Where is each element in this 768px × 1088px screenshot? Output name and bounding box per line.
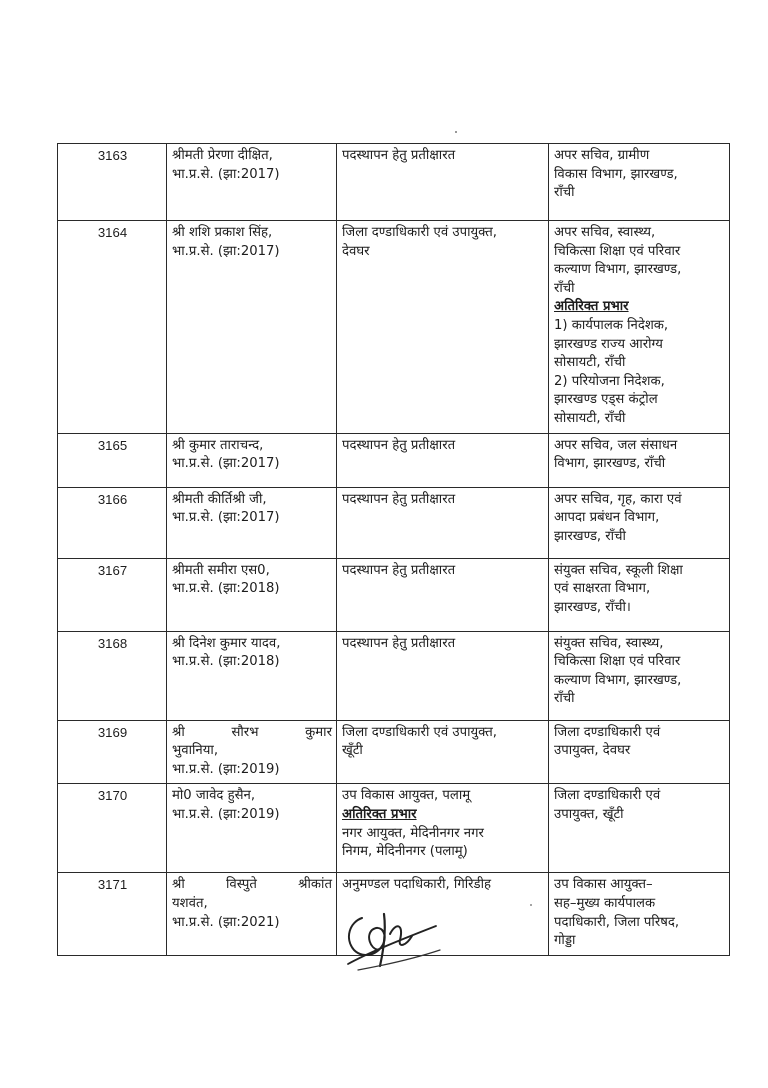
order-number-cell: 3168 xyxy=(58,631,167,720)
table-row xyxy=(58,144,730,221)
table-row xyxy=(58,487,730,558)
current-posting-cell xyxy=(337,221,549,434)
officer-name-cell xyxy=(167,433,337,487)
current-posting-line: उप विकास आयुक्त, पलामू xyxy=(342,788,471,804)
officer-name-line: श्री शशि प्रकाश सिंह, xyxy=(172,225,273,240)
current-posting-line: जिला दण्डाधिकारी एवं उपायुक्त, xyxy=(342,724,497,740)
current-posting-line: पदस्थापन हेतु प्रतीक्षारत xyxy=(342,437,456,453)
officer-name-line: भा.प्र.से. (झा:2017) xyxy=(172,243,280,259)
officer-name-justified-line xyxy=(172,876,332,895)
new-posting-cell xyxy=(549,221,730,434)
current-posting-line: पदस्थापन हेतु प्रतीक्षारत xyxy=(342,635,456,651)
officer-name-justified-line xyxy=(172,724,332,743)
new-posting-line: विकास विभाग, झारखण्ड, xyxy=(554,166,678,182)
new-posting-line: झारखण्ड, राँची xyxy=(554,528,626,544)
new-posting-line: संयुक्त सचिव, स्वास्थ्य, xyxy=(554,635,664,651)
current-posting-line: अनुमण्डल पदाधिकारी, गिरिडीह xyxy=(342,877,492,893)
officer-name-line: श्रीमती कीर्तिश्री जी, xyxy=(172,491,267,507)
new-posting-cell xyxy=(549,144,730,221)
new-posting-line: कल्याण विभाग, झारखण्ड, xyxy=(554,672,682,688)
officer-name-line: यशवंत, xyxy=(172,895,208,911)
new-posting-line: राँची xyxy=(554,185,575,201)
table-row xyxy=(58,720,730,784)
additional-charge-line: झारखण्ड राज्य आरोग्य xyxy=(554,336,663,352)
current-posting-cell xyxy=(337,558,549,631)
order-number-cell: 3170 xyxy=(58,784,167,873)
current-posting-cell xyxy=(337,784,549,873)
order-number-cell: 3169 xyxy=(58,720,167,784)
officer-name-line: भा.प्र.से. (झा:2019) xyxy=(172,806,280,822)
new-posting-line: उपायुक्त, खूँटी xyxy=(554,806,624,822)
new-posting-line: चिकित्सा शिक्षा एवं परिवार xyxy=(554,243,681,259)
officer-name-line: श्री कुमार ताराचन्द, xyxy=(172,437,264,453)
new-posting-line: अपर सचिव, जल संसाधन xyxy=(554,437,678,453)
officer-name-line: श्री दिनेश कुमार यादव, xyxy=(172,635,281,651)
current-posting-line: देवघर xyxy=(342,243,370,259)
officer-name-line: मो0 जावेद हुसैन, xyxy=(172,788,256,804)
new-posting-line: जिला दण्डाधिकारी एवं xyxy=(554,788,661,804)
new-posting-cell xyxy=(549,433,730,487)
current-posting-line: पदस्थापन हेतु प्रतीक्षारत xyxy=(342,491,456,507)
table-row xyxy=(58,433,730,487)
new-posting-line: संयुक्त सचिव, स्कूली शिक्षा xyxy=(554,562,683,578)
officer-name-line: भुवानिया, xyxy=(172,743,219,759)
table-row xyxy=(58,631,730,720)
officer-name-line: भा.प्र.से. (झा:2021) xyxy=(172,914,280,930)
officer-name-cell xyxy=(167,221,337,434)
new-posting-cell xyxy=(549,784,730,873)
order-number-cell: 3166 xyxy=(58,487,167,558)
additional-charge-line: 1) कार्यपालक निदेशक, xyxy=(554,317,669,333)
scan-speck xyxy=(455,131,457,133)
new-posting-line: राँची xyxy=(554,280,575,296)
new-posting-line: विभाग, झारखण्ड, राँची xyxy=(554,456,666,472)
officer-name-cell xyxy=(167,558,337,631)
officer-name-word: विस्पुते xyxy=(226,877,257,893)
officer-name-cell xyxy=(167,784,337,873)
current-posting-cell xyxy=(337,487,549,558)
current-posting-line: पदस्थापन हेतु प्रतीक्षारत xyxy=(342,562,456,578)
table-row xyxy=(58,221,730,434)
officer-name-line: भा.प्र.से. (झा:2017) xyxy=(172,456,280,472)
officer-name-word: श्री xyxy=(172,724,185,740)
new-posting-line: आपदा प्रबंधन विभाग, xyxy=(554,510,660,526)
new-posting-line: अपर सचिव, ग्रामीण xyxy=(554,148,650,163)
officer-name-cell xyxy=(167,631,337,720)
officer-name-line: भा.प्र.से. (झा:2017) xyxy=(172,166,280,182)
new-posting-cell xyxy=(549,873,730,955)
current-posting-cell xyxy=(337,433,549,487)
additional-charge-line: नगर आयुक्त, मेदिनीनगर नगर xyxy=(342,825,484,841)
officer-name-line: श्रीमती प्रेरणा दीक्षित, xyxy=(172,148,273,163)
officer-name-word: श्री xyxy=(172,877,185,893)
order-number-cell: 3163 xyxy=(58,144,167,221)
additional-charge-line: झारखण्ड एड्स कंट्रोल xyxy=(554,392,658,408)
officer-name-word: कुमार xyxy=(305,724,332,740)
officer-name-word: सौरभ xyxy=(231,724,259,740)
order-number-cell: 3165 xyxy=(58,433,167,487)
signature-image xyxy=(340,900,450,980)
officer-name-cell xyxy=(167,144,337,221)
new-posting-line: सह–मुख्य कार्यपालक xyxy=(554,895,656,911)
officer-name-cell xyxy=(167,873,337,955)
table-row xyxy=(58,558,730,631)
officer-name-line: भा.प्र.से. (झा:2018) xyxy=(172,581,280,597)
new-posting-cell xyxy=(549,558,730,631)
posting-orders-table xyxy=(57,143,730,956)
officer-name-word: श्रीकांत xyxy=(298,877,332,893)
additional-charge-line: 2) परियोजना निदेशक, xyxy=(554,373,665,389)
officer-name-line: भा.प्र.से. (झा:2018) xyxy=(172,654,280,670)
table-row xyxy=(58,784,730,873)
officer-name-cell xyxy=(167,487,337,558)
new-posting-line: उपायुक्त, देवघर xyxy=(554,743,631,759)
new-posting-cell xyxy=(549,720,730,784)
additional-charge-line: सोसायटी, राँची xyxy=(554,410,626,426)
new-posting-line: चिकित्सा शिक्षा एवं परिवार xyxy=(554,654,681,670)
additional-charge-heading: अतिरिक्त प्रभार xyxy=(554,299,629,315)
new-posting-line: उप विकास आयुक्त– xyxy=(554,877,653,893)
current-posting-cell xyxy=(337,144,549,221)
current-posting-cell xyxy=(337,631,549,720)
table-body xyxy=(58,144,730,956)
officer-name-line: भा.प्र.से. (झा:2019) xyxy=(172,761,280,777)
new-posting-line: अपर सचिव, स्वास्थ्य, xyxy=(554,225,656,240)
new-posting-line: अपर सचिव, गृह, कारा एवं xyxy=(554,491,682,507)
order-number-cell: 3171 xyxy=(58,873,167,955)
new-posting-line: गोड्डा xyxy=(554,933,576,949)
additional-charge-line: सोसायटी, राँची xyxy=(554,355,626,371)
order-number-cell: 3164 xyxy=(58,221,167,434)
officer-name-line: श्रीमती समीरा एस0, xyxy=(172,562,270,578)
new-posting-line: राँची xyxy=(554,691,575,707)
new-posting-cell xyxy=(549,487,730,558)
additional-charge-line: निगम, मेदिनीनगर (पलामू) xyxy=(342,844,468,860)
new-posting-line: झारखण्ड, राँची। xyxy=(554,599,631,615)
officer-name-cell xyxy=(167,720,337,784)
new-posting-line: कल्याण विभाग, झारखण्ड, xyxy=(554,262,682,278)
new-posting-line: जिला दण्डाधिकारी एवं xyxy=(554,724,661,740)
new-posting-line: एवं साक्षरता विभाग, xyxy=(554,581,651,597)
current-posting-line: खूँटी xyxy=(342,743,363,759)
current-posting-line: जिला दण्डाधिकारी एवं उपायुक्त, xyxy=(342,225,497,240)
additional-charge-heading: अतिरिक्त प्रभार xyxy=(342,806,417,822)
current-posting-line: पदस्थापन हेतु प्रतीक्षारत xyxy=(342,148,456,163)
officer-name-line: भा.प्र.से. (झा:2017) xyxy=(172,510,280,526)
new-posting-cell xyxy=(549,631,730,720)
order-number-cell: 3167 xyxy=(58,558,167,631)
new-posting-line: पदाधिकारी, जिला परिषद, xyxy=(554,914,680,930)
current-posting-cell xyxy=(337,720,549,784)
